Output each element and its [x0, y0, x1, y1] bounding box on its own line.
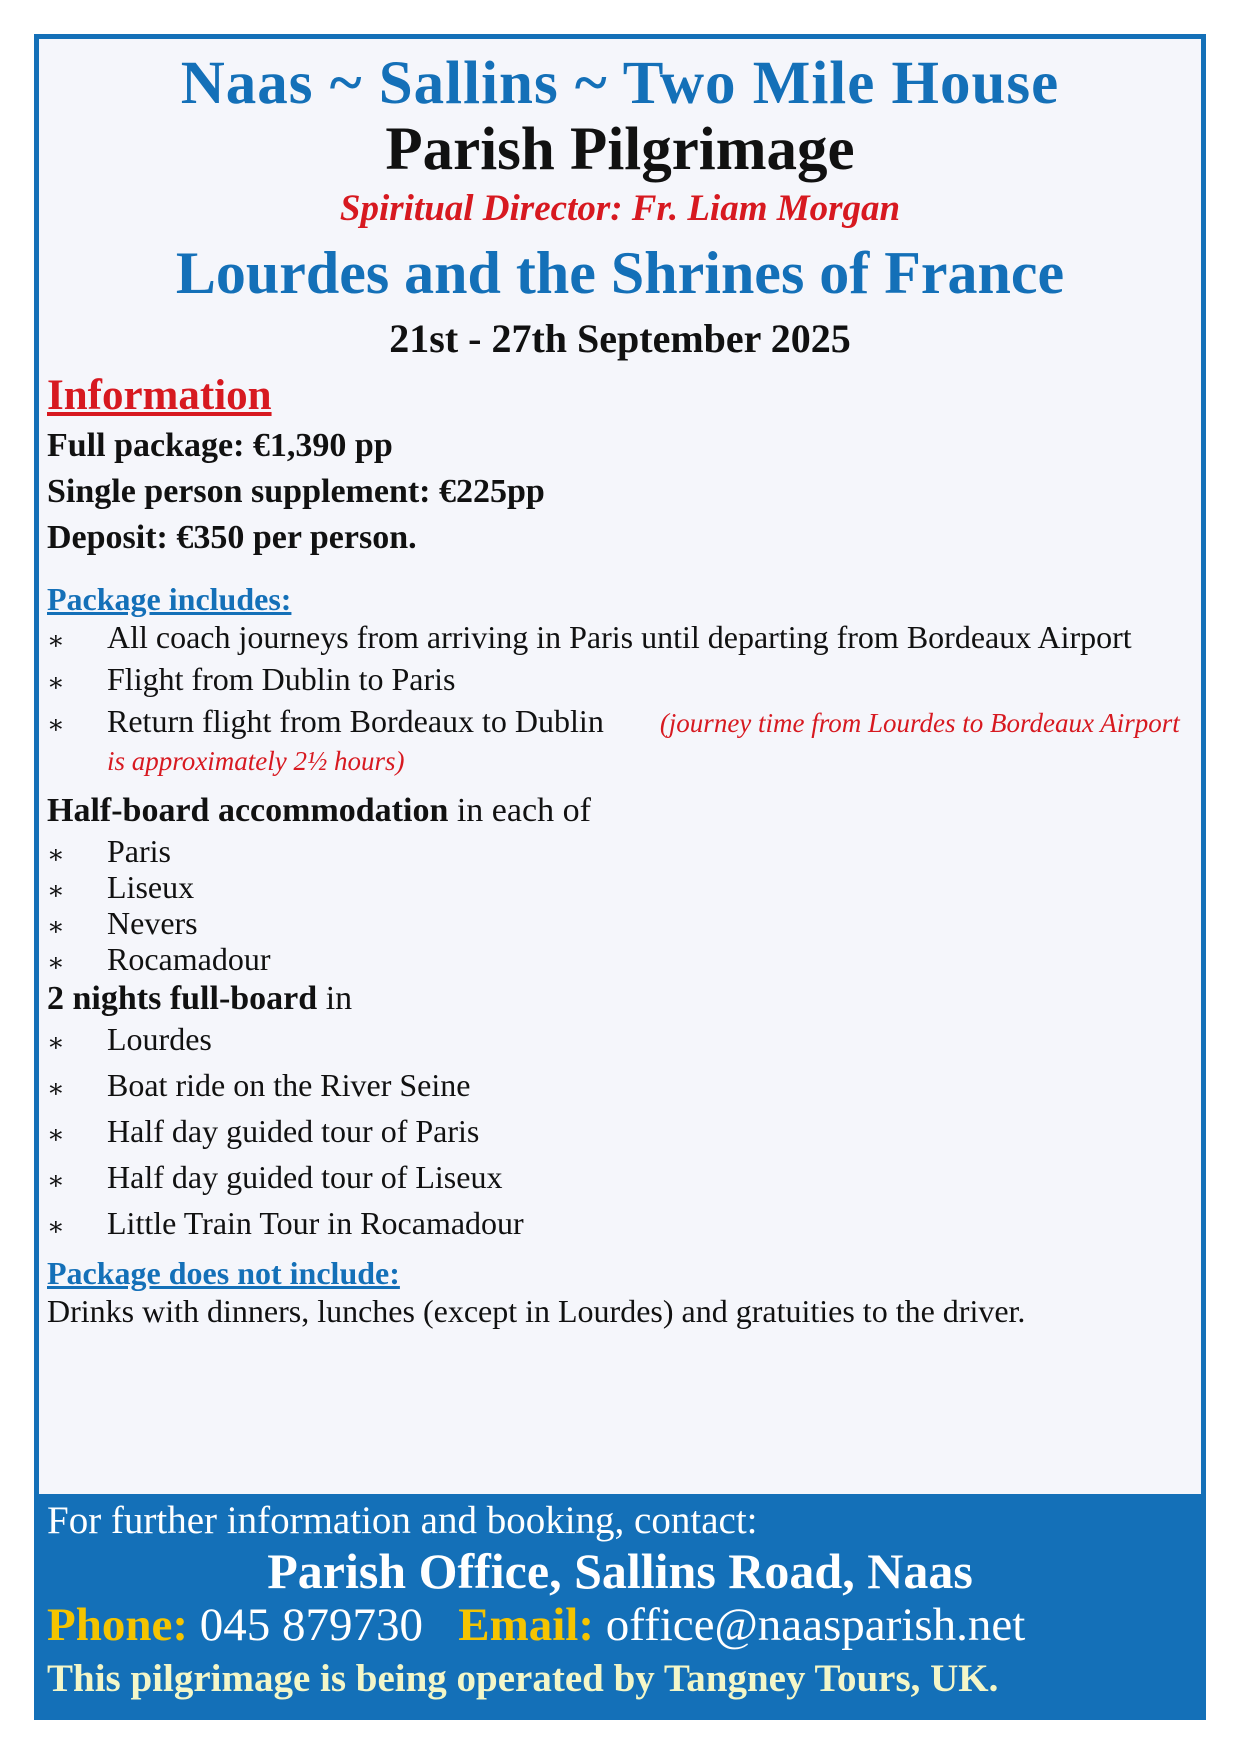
excludes-heading: Package does not include:: [47, 1255, 400, 1291]
halfboard-heading: Half-board accommodation in each of: [47, 792, 591, 829]
journey-note: (journey time from Lourdes to Bordeaux Airport is approximately 2½ hours): [107, 708, 1180, 776]
bullet-icon: ∗: [47, 1212, 65, 1241]
list-item: ∗ Rocamadour: [47, 941, 1193, 977]
list-item: ∗ All coach journeys from arriving in Paris until departing from Bordeaux Airport: [47, 619, 1193, 655]
information-heading: Information: [47, 372, 272, 419]
bullet-icon: ∗: [47, 912, 65, 941]
excludes-text: Drinks with dinners, lunches (except in Lourdes) and gratuities to the driver.: [47, 1293, 1026, 1329]
bullet-icon: ∗: [47, 1120, 65, 1149]
bullet-icon: ∗: [47, 1074, 65, 1103]
list-item: ∗ Little Train Tour in Rocamadour: [47, 1205, 1193, 1241]
list-item: ∗ Liseux: [47, 869, 1193, 905]
phone-label: Phone:: [47, 1599, 188, 1651]
parish-names: Naas ~ Sallins ~ Two Mile House: [180, 50, 1060, 117]
includes-list: [47, 619, 1193, 779]
phone-number[interactable]: 045 879730: [199, 1599, 423, 1651]
page-title: Parish Pilgrimage: [385, 116, 855, 183]
halfboard-list: [47, 833, 1193, 977]
bullet-icon: ∗: [47, 668, 65, 697]
full-package-label: Full package:: [47, 427, 245, 464]
bullet-icon: ∗: [47, 626, 65, 655]
single-supplement-value: €225pp: [439, 473, 545, 510]
bullet-icon: ∗: [47, 710, 65, 739]
spiritual-director: Spiritual Director: Fr. Liam Morgan: [339, 188, 901, 229]
fullboard-heading: 2 nights full-board in: [47, 980, 353, 1017]
bullet-icon: ∗: [47, 1028, 65, 1057]
deposit-value: €350 per person.: [176, 519, 417, 556]
pilgrimage-subtitle: Lourdes and the Shrines of France: [175, 240, 1065, 306]
list-item: ∗ Return flight from Bordeaux to Dublin (journey time from Lourdes to Bordeaux Airport is approximately 2½ hours): [47, 703, 1180, 776]
list-item: ∗ Half day guided tour of Paris: [47, 1113, 1193, 1149]
list-item: ∗ Half day guided tour of Liseux: [47, 1159, 1193, 1195]
single-supplement-label: Single person supplement:: [47, 473, 431, 510]
deposit: [47, 515, 1193, 561]
full-package-price: [47, 423, 1193, 469]
contact-footer: [39, 1494, 1201, 1715]
deposit-label: Deposit:: [47, 519, 168, 556]
full-package-value: €1,390 pp: [252, 427, 393, 464]
list-item: ∗ Boat ride on the River Seine: [47, 1067, 1193, 1103]
list-item: ∗ Nevers: [47, 905, 1193, 941]
email-address[interactable]: office@naasparish.net: [605, 1599, 1026, 1651]
bullet-icon: ∗: [47, 948, 65, 977]
includes-heading: Package includes:: [47, 581, 292, 617]
list-item: ∗ Flight from Dublin to Paris: [47, 661, 1193, 697]
parish-office-address: Parish Office, Sallins Road, Naas: [267, 1543, 973, 1599]
bullet-icon: ∗: [47, 840, 65, 869]
content: [47, 369, 1193, 1329]
list-item: ∗ Lourdes: [47, 1021, 1193, 1057]
email-label: Email:: [458, 1599, 595, 1651]
bullet-icon: ∗: [47, 876, 65, 905]
pilgrimage-dates: 21st - 27th September 2025: [389, 316, 851, 361]
flyer-frame: [34, 34, 1206, 1720]
fullboard-list: [47, 1021, 1193, 1241]
bullet-icon: ∗: [47, 1166, 65, 1195]
contact-details: [47, 1598, 1025, 1652]
contact-intro: For further information and booking, contact:: [47, 1499, 758, 1542]
single-supplement: [47, 469, 1193, 515]
operator-note: This pilgrimage is being operated by Tangney Tours, UK.: [47, 1657, 999, 1700]
list-item: ∗ Paris: [47, 833, 1193, 869]
